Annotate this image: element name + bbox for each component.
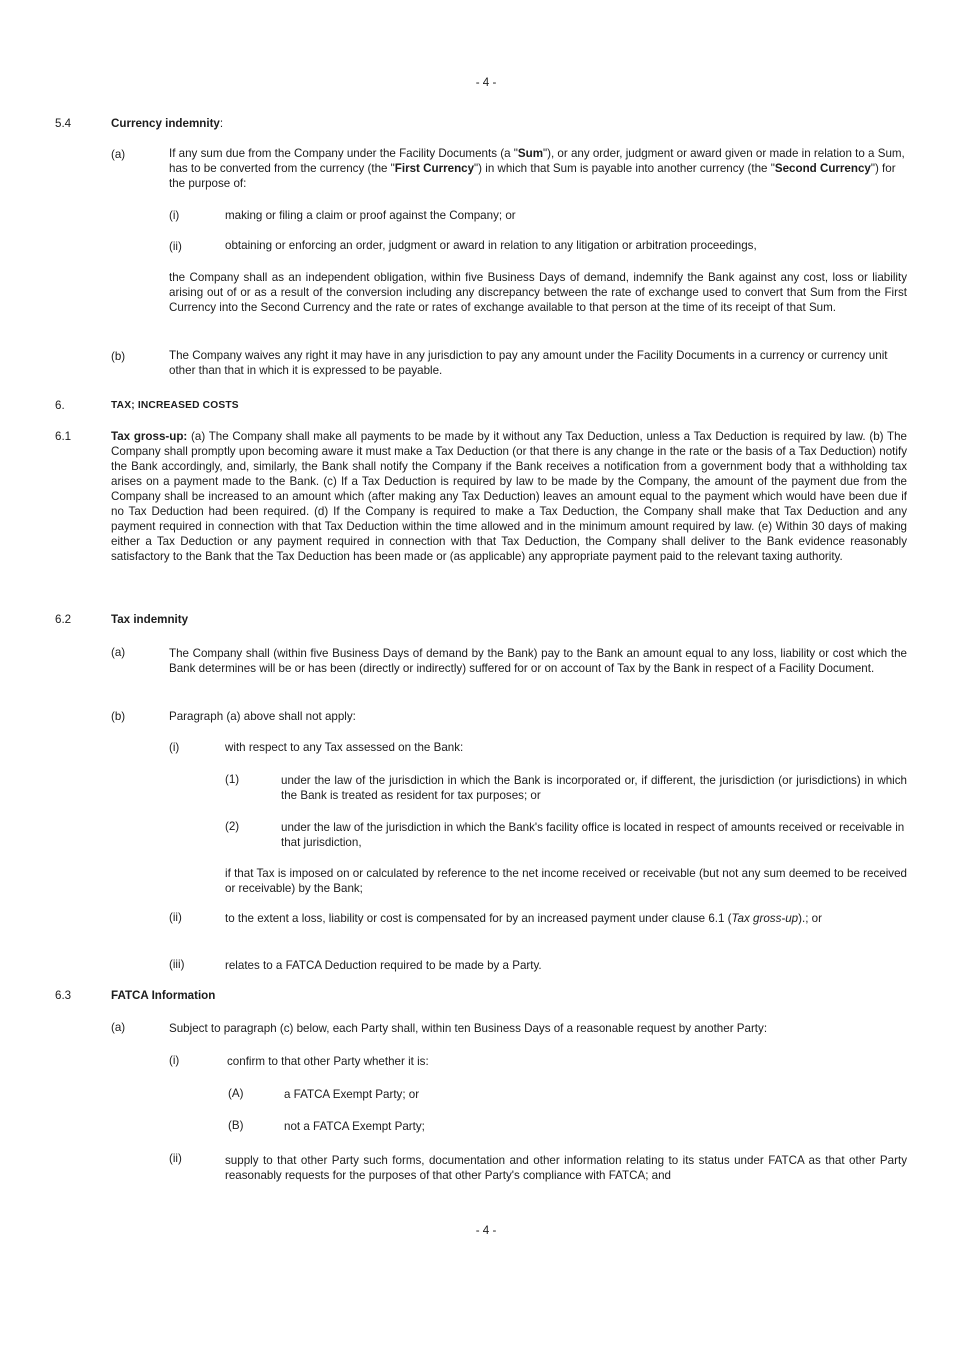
subpara-label-6-2-b-iii: (iii): [169, 958, 185, 971]
subpara-label-5-4-a-i: (i): [169, 209, 180, 222]
para-5-4-a-tail: the Company shall as an independent obligation, within five Business Days of demand, indemnify the Bank against any cost, loss or liability arising out of or as a result of the conversion including any discrepancy between the rate of exchange used to convert that Sum from the First Currency into the Second Currency and the rate or rates of exchange available to that person at the time of its receipt of that Sum.: [169, 271, 907, 314]
item-6-2-b-i-1: under the law of the jurisdiction in which the Bank is incorporated or, if different, the jurisdiction (or jurisdictions) in which the Bank is treated as resident for tax purposes; or: [281, 774, 907, 802]
subpara-label-6-2-b-i: (i): [169, 741, 180, 754]
item-label-6-3-a-i-A: (A): [228, 1087, 244, 1100]
page-number-bottom: - 4 -: [475, 1224, 497, 1237]
clause-title-fatca-information: FATCA Information: [111, 989, 216, 1002]
clause-number-6: 6.: [55, 399, 65, 412]
para-6-3-a: Subject to paragraph (c) below, each Party shall, within ten Business Days of a reasonable request by another Party:: [169, 1022, 768, 1035]
clause-number-6-3: 6.3: [55, 989, 72, 1002]
clause-title-currency-indemnity: Currency indemnity:: [111, 117, 224, 130]
para-6-2-a: The Company shall (within five Business Days of demand by the Bank) pay to the Bank an amount equal to any loss, liability or cost which the Bank determines will be or has been (directly or indirectly) suffered for or on account of Tax by the Bank in respect of a Facility Document.: [169, 647, 907, 675]
item-label-6-3-a-i-B: (B): [228, 1119, 244, 1132]
item-label-6-2-b-i-2: (2): [225, 820, 240, 833]
item-6-2-b-i-2: under the law of the jurisdiction in which the Bank's facility office is located in respect of amounts received or receivable in that jurisdiction,: [281, 821, 905, 849]
subpara-label-6-2-b-ii: (ii): [169, 911, 182, 924]
clause-number-5-4: 5.4: [55, 117, 72, 130]
para-label-5-4-a: (a): [111, 148, 126, 161]
subpara-6-3-a-i: confirm to that other Party whether it is:: [227, 1055, 429, 1068]
para-6-2-b-i-condition: if that Tax is imposed on or calculated by reference to the net income received or receivable (but not any sum deemed to be received or receivable) by the Bank;: [225, 867, 907, 895]
para-label-6-3-a: (a): [111, 1021, 126, 1034]
subpara-label-5-4-a-ii: (ii): [169, 240, 182, 253]
item-6-3-a-i-B: not a FATCA Exempt Party;: [284, 1120, 425, 1133]
clause-heading-tax-increased-costs: TAX; INCREASED COSTS: [111, 400, 239, 411]
para-label-6-2-b: (b): [111, 710, 126, 723]
subpara-label-6-3-a-ii: (ii): [169, 1152, 182, 1165]
subpara-5-4-a-i: making or filing a claim or proof against the Company; or: [225, 209, 516, 222]
para-5-4-b: The Company waives any right it may have in any jurisdiction to pay any amount under the Facility Documents in a currency or currency unit other than that in which it is expressed to be payable.: [169, 349, 888, 377]
subpara-6-3-a-ii: supply to that other Party such forms, documentation and other information relating to its status under FATCA as that other Party reasonably requests for the purposes of that other Party's compliance with FATCA; and: [225, 1154, 907, 1182]
clause-number-6-2: 6.2: [55, 613, 72, 626]
subpara-6-2-b-iii: relates to a FATCA Deduction required to be made by a Party.: [225, 959, 542, 972]
item-6-3-a-i-A: a FATCA Exempt Party; or: [284, 1088, 420, 1101]
clause-6-1-tax-gross-up: Tax gross-up: (a) The Company shall make all payments to be made by it without any Tax Deduction, unless a Tax Deduction is required by law. (b) The Company shall promptly upon becoming aware it must make a Tax Deduction (or that there is any change in the rate or the basis of a Tax Deduction) notify the Bank accordingly, and, similarly, the Bank shall notify the Company if the Bank receives a notification from a government body that a withholding tax arises on a payment made to the Bank. (c) If a Tax Deduction is required by law to be made by the Company, the amount of the payment due from the Company shall be increased to an amount which (after making any Tax Deduction) leaves an amount equal to the payment which would have been due if no Tax Deduction had been required. (d) If the Company is required to make a Tax Deduction, the Company shall make that Tax Deduction and any payment required in connection with that Tax Deduction within the time allowed and in the minimum amount required by law. (e) Within 30 days of making either a Tax Deduction or any payment required in connection with that Tax Deduction, the Company shall deliver to the Bank evidence reasonably satisfactory to the Bank that the Tax Deduction has been made or (as applicable) any appropriate payment paid to the relevant taxing authority.: [111, 430, 907, 563]
subpara-5-4-a-ii: obtaining or enforcing an order, judgment or award in relation to any litigation or arbitration proceedings,: [225, 239, 757, 252]
subpara-6-2-b-i: with respect to any Tax assessed on the Bank:: [225, 741, 464, 754]
clause-number-6-1: 6.1: [55, 430, 72, 443]
subpara-6-2-b-ii: to the extent a loss, liability or cost is compensated for by an increased payment under clause 6.1 (Tax gross-up).; or: [225, 912, 822, 925]
clause-title-tax-indemnity: Tax indemnity: [111, 613, 189, 626]
para-5-4-a: If any sum due from the Company under the Facility Documents (a "Sum"), or any order, judgment or award given or made in relation to a Sum, has to be converted from the currency (the "First Currency") in which that Sum is payable into another currency (the "Second Currency") for the purpose of:: [169, 147, 905, 190]
page-number-top: - 4 -: [475, 76, 497, 89]
para-label-5-4-b: (b): [111, 350, 126, 363]
para-6-2-b: Paragraph (a) above shall not apply:: [169, 710, 356, 723]
subpara-label-6-3-a-i: (i): [169, 1054, 180, 1067]
para-label-6-2-a: (a): [111, 646, 126, 659]
item-label-6-2-b-i-1: (1): [225, 773, 240, 786]
clause-title-tax-gross-up: Tax gross-up:: [111, 430, 188, 443]
